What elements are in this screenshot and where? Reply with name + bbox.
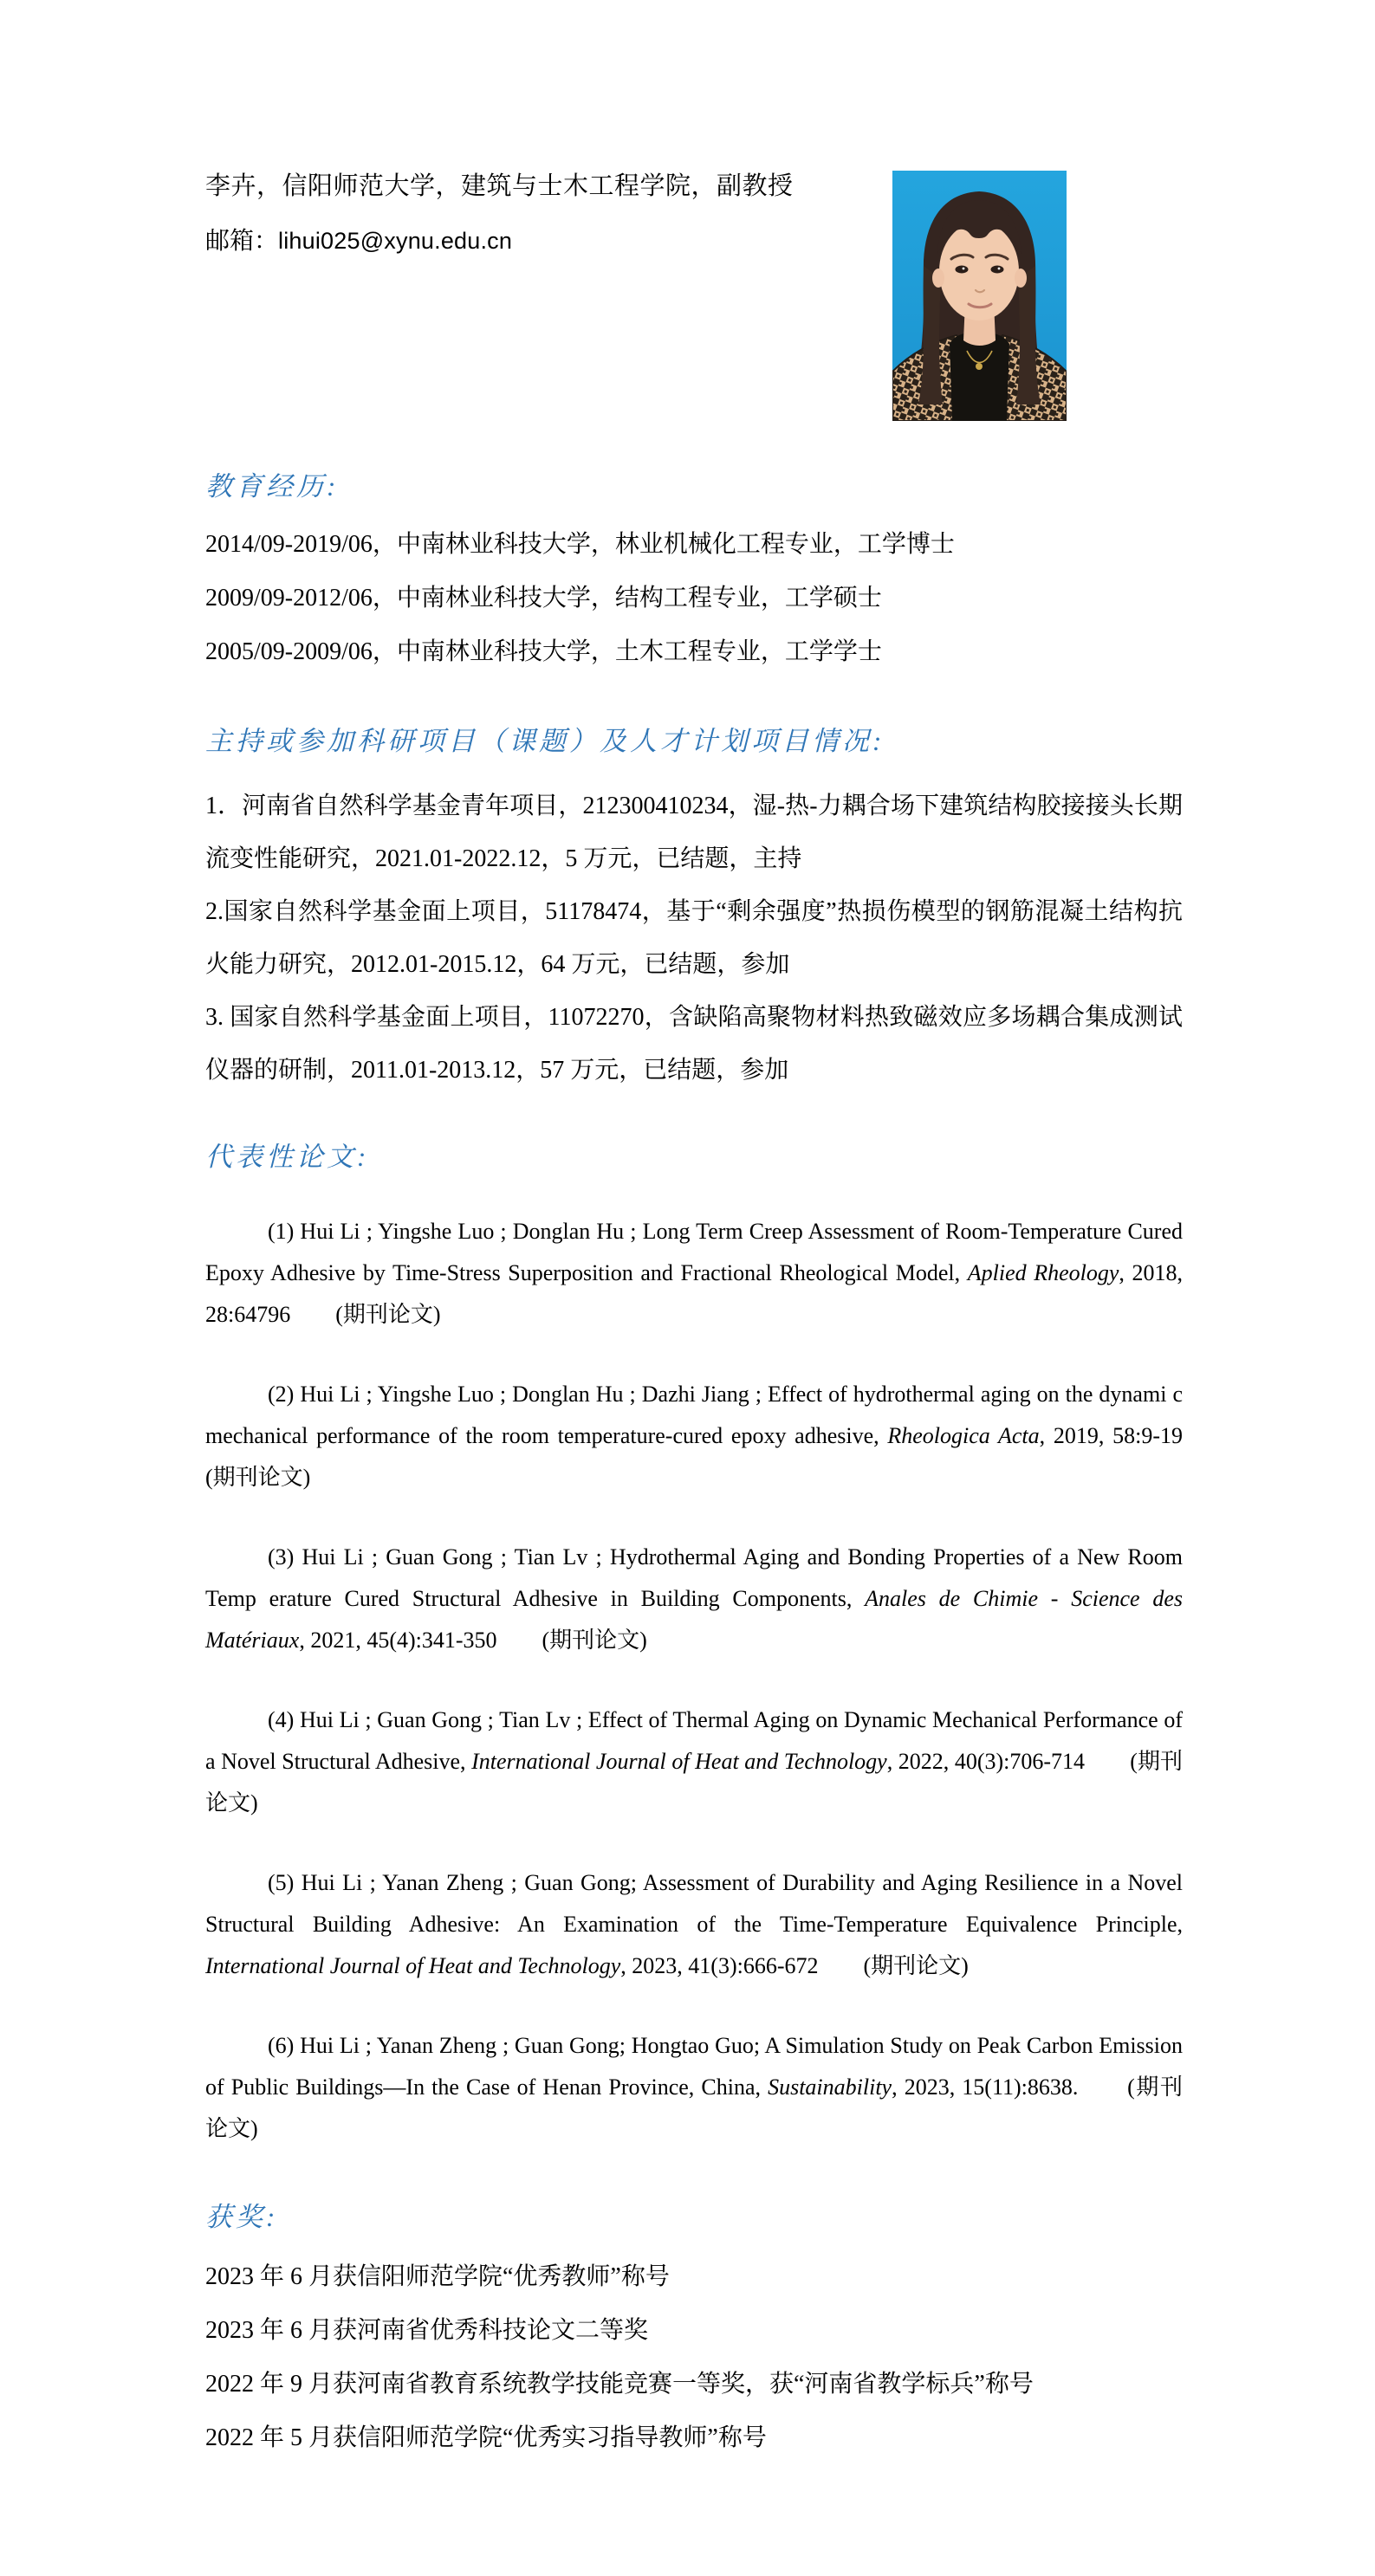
paper-journal-name: Anales de Chimie - Science des Matériaux — [205, 1586, 1184, 1653]
paper-citation-pre: (2) Hui Li ; Yingshe Luo ; Donglan Hu ; Dazhi Jiang ; Effect of hydrothermal aging on the dynami c mechanical performance of the room temperature-cured epoxy adhesive, — [205, 1382, 1183, 1448]
paper-item — [205, 1699, 1183, 1824]
section-heading-projects: 主持或参加科研项目（课题）及人才计划项目情况: — [205, 726, 885, 756]
paper-citation-post: , 2021, 45(4):341-350 (期刊论文) — [299, 1628, 647, 1653]
paper-journal-name: Aplied Rheology — [967, 1260, 1119, 1285]
paper-item — [205, 2025, 1183, 2150]
section-heading-papers: 代表性论文: — [205, 1142, 370, 1172]
paper-journal-name: International Journal of Heat and Technology — [205, 1953, 621, 1978]
name-title-line: 李卉，信阳师范大学，建筑与士木工程学院，副教授 — [205, 172, 794, 200]
education-item: 2005/09-2009/06，中南林业科技大学，土木工程专业，工学学士 — [205, 638, 882, 665]
paper-citation-pre: (5) Hui Li ; Yanan Zheng ; Guan Gong; Assessment of Durability and Aging Resilience in a Novel Structural Building Adhesive: An Examination of the Time-Temperature Equivalence Principle, — [205, 1870, 1183, 1937]
project-item: 3. 国家自然科学基金面上项目，11072270，含缺陷高聚物材料热致磁效应多场耦合集成测试仪器的研制，2011.01-2013.12，57 万元，已结题，参加 — [205, 1004, 1183, 1084]
education-list — [205, 518, 1183, 679]
paper-journal-name: Rheologica Acta — [887, 1423, 1040, 1448]
paper-citation-post: , 2019, 58:9-19 (期刊论文) — [205, 1423, 1228, 1490]
paper-citation-post: , 2018, 28:64796 (期刊论文) — [205, 1260, 1183, 1327]
paper-citation-pre: (3) Hui Li ; Guan Gong ; Tian Lv ; Hydrothermal Aging and Bonding Properties of a New Room Temp erature Cured Structural Adhesive in Building Components, — [205, 1544, 1183, 1611]
papers-list — [205, 1211, 1228, 2150]
award-item: 2023 年 6 月获信阳师范学院“优秀教师”称号 — [205, 2263, 670, 2290]
project-item: 2.国家自然科学基金面上项目，51178474，基于“剩余强度”热损伤模型的钢筋混凝土结构抗火能力研究，2012.01-2015.12，64 万元，已结题，参加 — [205, 898, 1183, 978]
project-item: 1．河南省自然科学基金青年项目，212300410234，湿-热-力耦合场下建筑结构胶接接头长期流变性能研究，2021.01-2022.12，5 万元，已结题，主持 — [205, 793, 1183, 872]
paper-item — [205, 1862, 1183, 1987]
paper-journal-name: Sustainability — [768, 2074, 892, 2100]
profile-photo — [892, 171, 1067, 421]
award-item: 2022 年 5 月获信阳师范学院“优秀实习指导教师”称号 — [205, 2424, 767, 2451]
email-value: lihui025@xynu.edu.cn — [278, 228, 513, 254]
paper-item — [205, 1211, 1183, 1336]
cv-page — [0, 171, 1375, 2576]
paper-item — [205, 1537, 1183, 1661]
education-item: 2014/09-2019/06，中南林业科技大学，林业机械化工程专业，工学博士 — [205, 531, 955, 558]
projects-list — [205, 780, 1183, 1097]
award-item: 2023 年 6 月获河南省优秀科技论文二等奖 — [205, 2317, 649, 2344]
section-heading-awards: 获奖: — [205, 2202, 279, 2232]
awards-list — [205, 2250, 1183, 2465]
paper-item — [205, 1374, 1228, 1498]
paper-citation-pre: (1) Hui Li ; Yingshe Luo ; Donglan Hu ; Long Term Creep Assessment of Room-Temperature Cured Epoxy Adhesive by Time-Stress Superposition and Fractional Rheological Model, — [205, 1219, 1183, 1285]
profile-photo-image — [892, 171, 1067, 421]
paper-citation-post: , 2023, 15(11):8638. (期刊论文) — [205, 2074, 1183, 2141]
paper-journal-name: International Journal of Heat and Technology — [471, 1749, 887, 1774]
paper-citation-pre: (4) Hui Li ; Guan Gong ; Tian Lv ; Effect of Thermal Aging on Dynamic Mechanical Performance of a Novel Structural Adhesive, — [205, 1707, 1183, 1774]
section-heading-education: 教育经历: — [205, 471, 340, 502]
paper-citation-pre: (6) Hui Li ; Yanan Zheng ; Guan Gong; Hongtao Guo; A Simulation Study on Peak Carbon Emission of Public Buildings—In the Case of Henan Province, China, — [205, 2033, 1183, 2100]
paper-citation-post: , 2023, 41(3):666-672 (期刊论文) — [620, 1953, 969, 1978]
email-label: 邮箱： — [205, 228, 279, 255]
header — [205, 171, 1183, 258]
award-item: 2022 年 9 月获河南省教育系统教学技能竞赛一等奖，获“河南省教学标兵”称号 — [205, 2371, 1034, 2398]
education-item: 2009/09-2012/06，中南林业科技大学，结构工程专业，工学硕士 — [205, 585, 882, 612]
paper-citation-post: , 2022, 40(3):706-714 (期刊论文) — [205, 1749, 1184, 1815]
